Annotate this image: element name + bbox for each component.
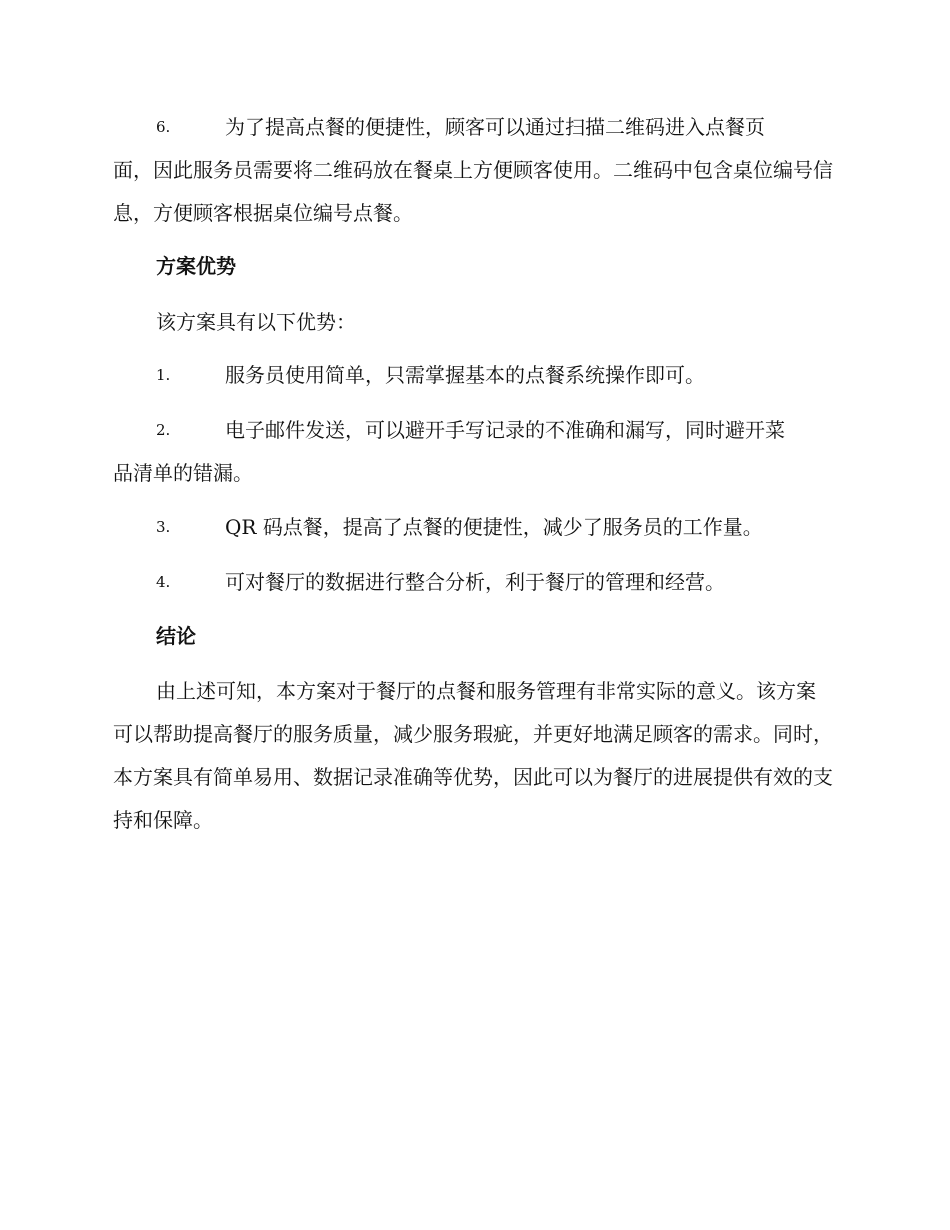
list-item-first-line: QR 码点餐，提高了点餐的便捷性，减少了服务员的工作量。 xyxy=(225,515,763,539)
list-item-continuation: 品清单的错漏。 xyxy=(113,461,253,485)
list-item-2 xyxy=(113,409,833,495)
advantages-intro: 该方案具有以下优势： xyxy=(156,310,356,334)
list-item-1 xyxy=(113,354,833,397)
list-item-6 xyxy=(113,106,833,235)
list-number: 2. xyxy=(156,421,171,439)
list-item-first-line: 可对餐厅的数据进行整合分析，利于餐厅的管理和经营。 xyxy=(225,570,725,594)
list-number: 3. xyxy=(156,518,171,536)
section-heading-conclusion: 结论 xyxy=(156,624,196,648)
list-item-3 xyxy=(113,506,833,549)
list-item-4 xyxy=(113,561,833,604)
list-item-continuation: 面，因此服务员需要将二维码放在餐桌上方便顾客使用。二维码中包含桌位编号信息，方便顾客根据桌位编号点餐。 xyxy=(113,158,833,225)
list-item-first-line: 服务员使用简单，只需掌握基本的点餐系统操作即可。 xyxy=(225,363,705,387)
list-item-first-line: 为了提高点餐的便捷性，顾客可以通过扫描二维码进入点餐页 xyxy=(225,115,765,139)
conclusion-body: 由上述可知，本方案对于餐厅的点餐和服务管理有非常实际的意义。该方案可以帮助提高餐厅的服务质量，减少服务瑕疵，并更好地满足顾客的需求。同时，本方案具有简单易用、数据记录准确等优势，因此可以为餐厅的进展提供有效的支持和保障。 xyxy=(113,679,833,832)
list-number: 4. xyxy=(156,573,171,591)
list-item-first-line: 电子邮件发送，可以避开手写记录的不准确和漏写，同时避开菜 xyxy=(225,418,785,442)
list-number: 6. xyxy=(156,118,171,136)
list-number: 1. xyxy=(156,366,171,384)
section-heading-advantages: 方案优势 xyxy=(156,254,236,278)
